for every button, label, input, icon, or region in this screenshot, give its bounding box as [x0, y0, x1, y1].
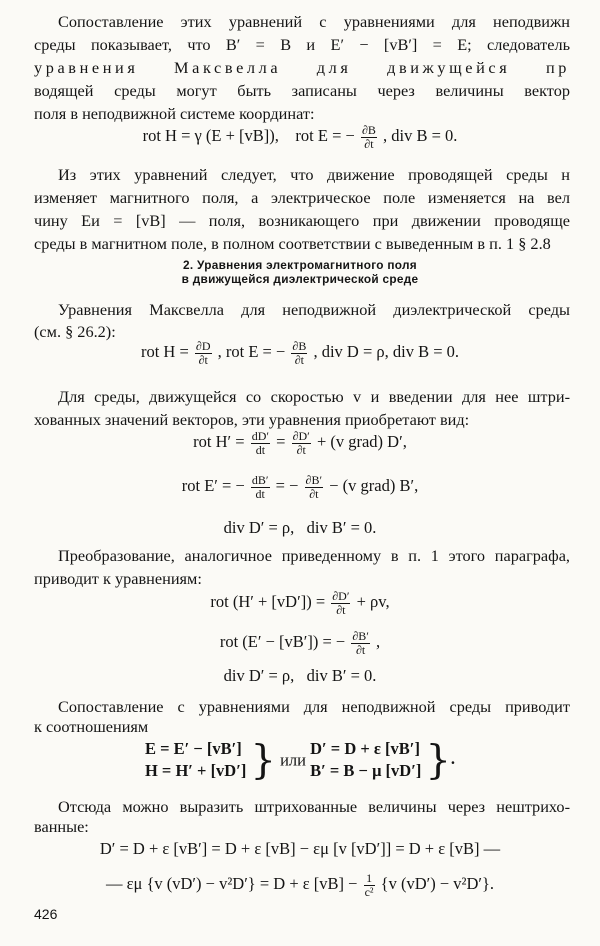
intro-line-3: уравнения Максвелла для движущейся пр: [34, 58, 570, 77]
para4-line-2: хованных значений векторов, эти уравнения приобретают вид:: [34, 410, 470, 429]
fraction: $\frac{1}{\text{c²}}$: [364, 871, 374, 899]
para2-line-1: Из этих уравнений следует, что движение проводящей среды н: [58, 165, 570, 184]
para7-line-1: Отсюда можно выразить штрихованные величины через нештрихо-: [58, 797, 570, 816]
fraction: $\frac{dD'}{dt}$: [251, 429, 270, 457]
equation-10: D′ = D + ε [vB′] = D + ε [vB] − εμ [v [vD′]] = D + ε [vB] —: [99, 839, 501, 858]
equation-3: rot H′ = $\frac{dD'}{dt}$ = $\frac{\partial D'}{\partial t}$ + (v grad) D′,: [193, 429, 407, 457]
equation-4: rot E′ = − $\frac{dB'}{dt}$ = − $\frac{\partial B'}{\partial t}$ − (v grad) B′,: [181, 473, 419, 501]
brace: }: [250, 737, 276, 784]
equation-5: div D′ = ρ, div B′ = 0.: [223, 518, 377, 537]
fraction: $\frac{\partial D'}{\partial t}$: [292, 429, 310, 457]
fraction: $\frac{\partial D}{\partial t}$: [195, 339, 211, 367]
brace: }: [425, 737, 451, 784]
intro-line-1: Сопоставление этих уравнений с уравнениями для неподвижн: [58, 12, 570, 31]
equation-9: E = E′ − [vB′] H = H′ + [vD′] } или D′ = D + ε [vB′] B′ = B − μ [vD′] }.: [144, 737, 456, 784]
intro-line-4: водящей среды могут быть записаны через величины вектор: [34, 81, 570, 100]
para2-line-4: среды в магнитном поле, в полном соответствии с выведенным в п. 1 § 2.8: [34, 234, 551, 253]
section-heading-2: в движущейся диэлектрической среде: [181, 272, 419, 286]
equation-8: div D′ = ρ, div B′ = 0.: [223, 666, 377, 685]
para6-line-1: Сопоставление с уравнениями для неподвижной среды приводит: [58, 697, 570, 716]
para5-line-1: Преобразование, аналогичное приведенному в п. 1 этого параграфа,: [58, 546, 570, 565]
intro-line-5: поля в неподвижной системе координат:: [34, 104, 315, 123]
para3-line-2: (см. § 26.2):: [34, 322, 116, 341]
fraction: $\frac{\partial D'}{\partial t}$: [332, 589, 350, 617]
equation-6: rot (H′ + [vD′]) = $\frac{\partial D'}{\partial t}$ + ρv,: [210, 589, 390, 617]
equation-1: rot H = γ (E + [vB]), rot E = − $\frac{\partial B}{\partial t}$ , div B = 0.: [142, 123, 458, 151]
fraction: $\frac{\partial B}{\partial t}$: [292, 339, 307, 367]
para2-line-2: изменяет магнитного поля, а электрическое поле изменяется на вел: [34, 188, 570, 207]
para3-line-1: Уравнения Максвелла для неподвижной диэлектрической среды: [58, 300, 570, 319]
para4-line-1: Для среды, движущейся со скоростью v и введении для нее штри-: [58, 387, 570, 406]
intro-line-2: среды показывает, что B′ = B и E′ − [vB′] = E; следователь: [34, 35, 570, 54]
fraction: $\frac{\partial B}{\partial t}$: [361, 123, 376, 151]
fraction: $\frac{\partial B'}{\partial t}$: [305, 473, 323, 501]
para6-line-2: к соотношениям: [34, 717, 149, 736]
section-heading-1: 2. Уравнения электромагнитного поля: [183, 258, 417, 272]
para7-line-2: ванные:: [34, 817, 89, 836]
equation-11: — εμ {v (vD′) − v²D′} = D + ε [vB] − $\frac{1}{\text{c²}}$ {v (vD′) − v²D′}.: [105, 871, 495, 899]
fraction: $\frac{\partial B'}{\partial t}$: [352, 629, 369, 657]
equation-2: rot H = $\frac{\partial D}{\partial t}$ , rot E = − $\frac{\partial B}{\partial t}$ , div D = ρ, div B = 0.: [140, 339, 460, 367]
fraction: $\frac{dB'}{dt}$: [251, 473, 269, 501]
page-number: 426: [34, 906, 58, 922]
equation-7: rot (E′ − [vB′]) = − $\frac{\partial B'}{\partial t}$ ,: [219, 629, 381, 657]
para2-line-3: чину Eи = [vB] — поля, возникающего при движении проводяще: [34, 211, 570, 230]
para5-line-2: приводит к уравнениям:: [34, 569, 202, 588]
